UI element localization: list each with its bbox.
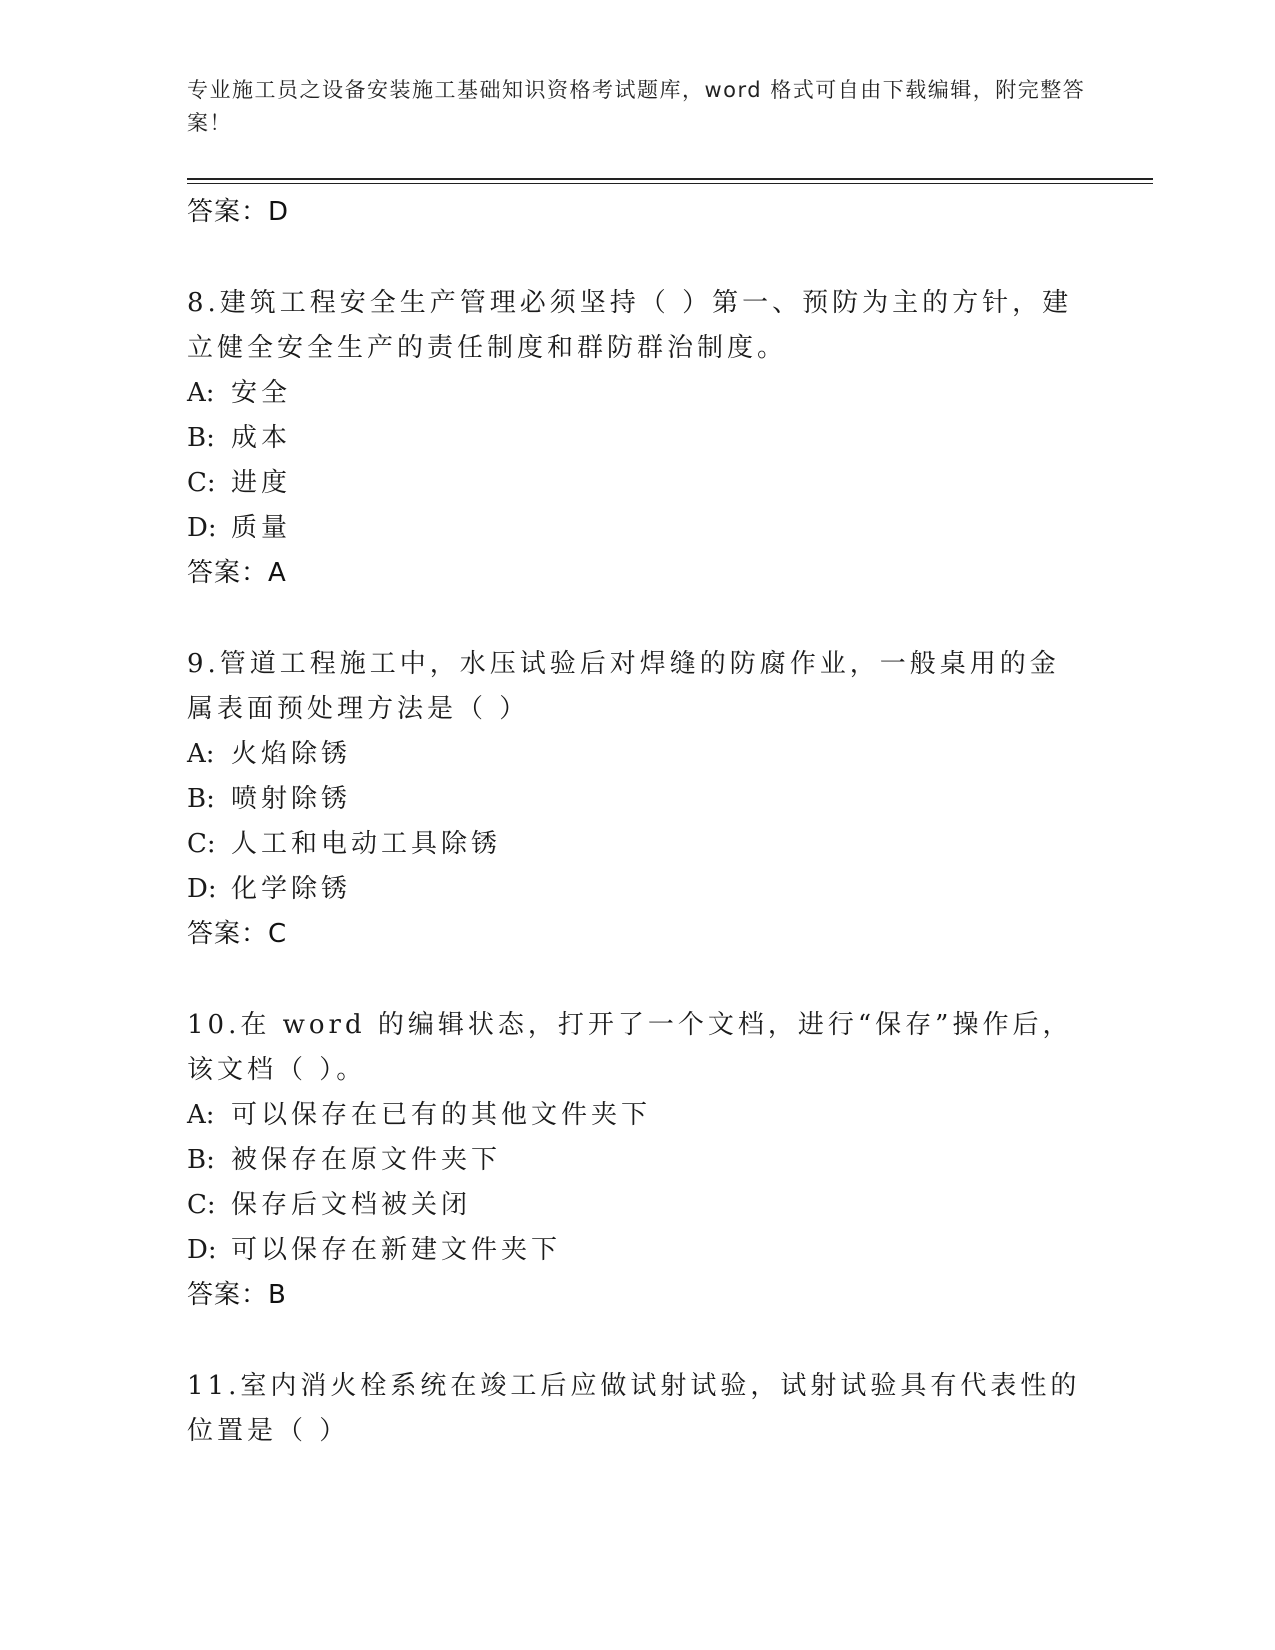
option-a — [187, 1093, 1087, 1138]
document-body — [187, 190, 1087, 1454]
option-d — [187, 867, 1087, 912]
option-text: 人工和电动工具除锈 — [231, 829, 502, 859]
option-label: B: — [187, 423, 215, 453]
option-a — [187, 371, 1087, 416]
option-text: 化学除锈 — [231, 874, 352, 904]
option-text: 可以保存在已有的其他文件夹下 — [231, 1100, 652, 1130]
option-text: 火焰除锈 — [231, 739, 352, 769]
option-d — [187, 506, 1087, 551]
option-label: C: — [187, 468, 216, 498]
option-label: A: — [187, 1100, 215, 1130]
question-block-10 — [187, 1003, 1087, 1317]
document-header: 专业施工员之设备安装施工基础知识资格考试题库，word 格式可自由下载编辑，附完整答案！ — [187, 78, 1086, 135]
option-text: 成本 — [231, 423, 292, 453]
option-d — [187, 1228, 1087, 1273]
option-text: 质量 — [231, 513, 292, 543]
option-label: C: — [187, 1190, 216, 1220]
option-label: A: — [187, 739, 215, 769]
answer-line: 答案：D — [187, 197, 290, 227]
question-block-11 — [187, 1364, 1087, 1454]
option-b — [187, 777, 1087, 822]
question-text: 9.管道工程施工中，水压试验后对焊缝的防腐作业，一般桌用的金属表面预处理方法是（ ） — [187, 649, 1060, 724]
question-text: 11.室内消火栓系统在竣工后应做试射试验，试射试验具有代表性的位置是（ ） — [187, 1371, 1081, 1446]
option-label: D: — [187, 513, 217, 543]
option-text: 保存后文档被关闭 — [231, 1190, 472, 1220]
option-text: 可以保存在新建文件夹下 — [231, 1235, 562, 1265]
option-label: D: — [187, 874, 217, 904]
question-text: 8.建筑工程安全生产管理必须坚持（ ）第一、预防为主的方针，建立健全安全生产的责任制度和群防群治制度。 — [187, 288, 1073, 363]
option-label: D: — [187, 1235, 217, 1265]
option-c — [187, 461, 1087, 506]
question-block-9 — [187, 642, 1087, 956]
option-b — [187, 1138, 1087, 1183]
answer-line: 答案：A — [187, 558, 287, 588]
header-divider-thin — [187, 183, 1153, 184]
option-c — [187, 822, 1087, 867]
option-text: 安全 — [231, 378, 292, 408]
question-block-8 — [187, 281, 1087, 595]
question-text: 10.在 word 的编辑状态，打开了一个文档，进行“保存”操作后，该文档（ ）。 — [187, 1010, 1073, 1085]
option-label: A: — [187, 378, 215, 408]
option-b — [187, 416, 1087, 461]
option-c — [187, 1183, 1087, 1228]
option-label: B: — [187, 784, 215, 814]
option-text: 喷射除锈 — [231, 784, 352, 814]
option-text: 进度 — [231, 468, 292, 498]
option-text: 被保存在原文件夹下 — [231, 1145, 502, 1175]
option-a — [187, 732, 1087, 777]
option-label: B: — [187, 1145, 215, 1175]
answer-line: 答案：C — [187, 919, 288, 949]
header-divider-thick — [187, 178, 1153, 180]
option-label: C: — [187, 829, 216, 859]
answer-line: 答案：B — [187, 1280, 287, 1310]
